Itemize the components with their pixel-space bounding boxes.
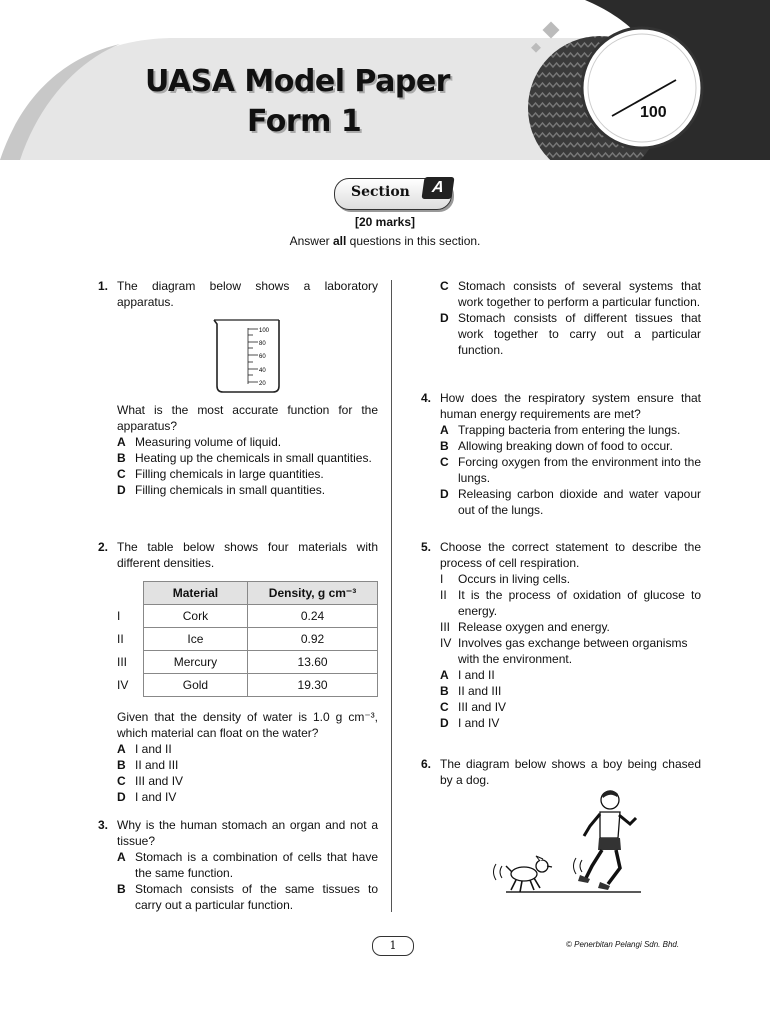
answer-option-d[interactable] xyxy=(421,486,701,518)
option-letter: C xyxy=(117,774,126,788)
section-instructions xyxy=(0,234,770,248)
option-letter: A xyxy=(440,668,449,682)
answer-option-c[interactable] xyxy=(98,466,378,482)
option-text: Filling chemicals in large quantities. xyxy=(135,467,324,481)
statement-iii xyxy=(421,619,701,635)
option-text: II and III xyxy=(135,758,179,772)
option-text: I and II xyxy=(135,742,172,756)
answer-option-a[interactable] xyxy=(98,434,378,450)
question-4 xyxy=(421,390,701,518)
statement-iv xyxy=(421,635,701,667)
option-letter: C xyxy=(440,279,449,293)
column-divider xyxy=(391,280,392,912)
option-letter: C xyxy=(440,455,449,469)
instruction-text: questions in this section. xyxy=(346,234,481,248)
option-text: Stomach consists of several systems that work together to perform a particular function. xyxy=(458,279,701,309)
statement-text: Release oxygen and energy. xyxy=(458,620,610,634)
statement-numeral: I xyxy=(440,572,444,586)
answer-option-a[interactable] xyxy=(421,667,701,683)
question-prompt: Given that the density of water is 1.0 g cm⁻³, which material can float on the water? xyxy=(117,710,378,740)
option-text: Stomach consists of the same tissues to carry out a particular function. xyxy=(135,882,378,912)
option-text: I and II xyxy=(458,668,495,682)
question-number: 2. xyxy=(98,540,109,554)
beaker-tick-label: 20 xyxy=(259,381,266,387)
question-prompt: What is the most accurate function for the apparatus? xyxy=(117,403,378,433)
statement-numeral: II xyxy=(440,588,447,602)
question-number: 3. xyxy=(98,818,109,832)
option-text: Stomach is a combination of cells that have the same function. xyxy=(135,850,378,880)
answer-option-b[interactable] xyxy=(98,881,378,913)
question-stem: The diagram below shows a laboratory apparatus. xyxy=(117,279,378,309)
question-stem: Choose the correct statement to describe the process of cell respiration. xyxy=(440,540,701,570)
option-letter: A xyxy=(117,850,126,864)
option-text: Allowing breaking down of food to occur. xyxy=(458,439,673,453)
answer-option-d[interactable] xyxy=(421,310,701,358)
beaker-diagram xyxy=(98,314,378,396)
table-row xyxy=(117,628,378,651)
material-cell: Mercury xyxy=(143,651,247,674)
material-cell: Gold xyxy=(143,674,247,697)
beaker-tick-label: 100 xyxy=(259,328,270,334)
question-number: 6. xyxy=(421,757,432,771)
question-stem: Why is the human stomach an organ and not a tissue? xyxy=(117,818,378,848)
density-table xyxy=(117,581,378,697)
statement-i xyxy=(421,571,701,587)
beaker-tick-label: 40 xyxy=(259,368,266,374)
table-header: Material xyxy=(143,582,247,605)
option-letter: D xyxy=(440,311,449,325)
table-row xyxy=(117,651,378,674)
option-text: Releasing carbon dioxide and water vapour out of the lungs. xyxy=(458,487,701,517)
answer-option-d[interactable] xyxy=(98,789,378,805)
option-letter: A xyxy=(117,742,126,756)
section-letter: A xyxy=(421,177,454,199)
option-letter: D xyxy=(440,716,449,730)
option-letter: D xyxy=(440,487,449,501)
option-text: Forcing oxygen from the environment into the lungs. xyxy=(458,455,701,485)
score-total: 100 xyxy=(640,104,667,121)
answer-option-b[interactable] xyxy=(98,757,378,773)
option-text: II and III xyxy=(458,684,502,698)
density-cell: 0.24 xyxy=(248,605,378,628)
option-text: Trapping bacteria from entering the lungs. xyxy=(458,423,681,437)
option-text: Stomach consists of different tissues that work together to carry out a particular function. xyxy=(458,311,701,357)
answer-option-c[interactable] xyxy=(98,773,378,789)
option-letter: B xyxy=(117,882,126,896)
density-cell: 13.60 xyxy=(248,651,378,674)
page-number: 1 xyxy=(372,936,414,956)
question-6 xyxy=(421,756,701,788)
statement-text: It is the process of oxidation of glucose to energy. xyxy=(458,588,701,618)
question-3 xyxy=(98,817,378,913)
copyright-notice: © Penerbitan Pelangi Sdn. Bhd. xyxy=(566,940,680,949)
density-cell: 19.30 xyxy=(248,674,378,697)
row-roman: I xyxy=(117,609,121,623)
option-letter: C xyxy=(117,467,126,481)
option-text: Measuring volume of liquid. xyxy=(135,435,282,449)
beaker-tick-label: 80 xyxy=(259,341,266,347)
answer-option-c[interactable] xyxy=(421,454,701,486)
option-text: I and IV xyxy=(458,716,500,730)
option-text: Heating up the chemicals in small quantities. xyxy=(135,451,372,465)
question-3-continued xyxy=(421,278,701,358)
option-text: Filling chemicals in small quantities. xyxy=(135,483,326,497)
option-letter: B xyxy=(117,451,126,465)
table-row xyxy=(117,605,378,628)
statement-text: Involves gas exchange between organisms with the environment. xyxy=(458,636,688,666)
question-2 xyxy=(98,539,378,805)
table-row xyxy=(117,674,378,697)
row-roman: IV xyxy=(117,678,129,692)
instruction-emphasis: all xyxy=(332,234,347,248)
paper-title-line1: UASA Model Paper xyxy=(145,64,450,99)
question-number: 5. xyxy=(421,540,432,554)
material-cell: Cork xyxy=(143,605,247,628)
section-marks: [20 marks] xyxy=(354,215,416,229)
option-text: I and IV xyxy=(135,790,177,804)
question-stem: The diagram below shows a boy being chased by a dog. xyxy=(440,757,701,787)
answer-option-a[interactable] xyxy=(421,422,701,438)
statement-ii xyxy=(421,587,701,619)
table-header: Density, g cm⁻³ xyxy=(248,582,378,605)
answer-option-b[interactable] xyxy=(421,438,701,454)
option-letter: C xyxy=(440,700,449,714)
option-letter: A xyxy=(117,435,126,449)
answer-option-c[interactable] xyxy=(421,278,701,310)
boy-chased-by-dog-illustration xyxy=(486,786,646,906)
question-number: 1. xyxy=(98,279,109,293)
answer-option-c[interactable] xyxy=(421,699,701,715)
question-stem: The table below shows four materials with different densities. xyxy=(117,540,378,570)
option-text: III and IV xyxy=(458,700,507,714)
option-letter: B xyxy=(440,684,449,698)
beaker-tick-label: 60 xyxy=(259,354,266,360)
question-1 xyxy=(98,278,378,498)
option-text: III and IV xyxy=(135,774,184,788)
statement-numeral: IV xyxy=(440,636,452,650)
answer-option-a[interactable] xyxy=(98,741,378,757)
statement-numeral: III xyxy=(440,620,451,634)
answer-option-d[interactable] xyxy=(98,482,378,498)
answer-option-b[interactable] xyxy=(98,450,378,466)
question-stem: How does the respiratory system ensure that human energy requirements are met? xyxy=(440,391,701,421)
section-label: Section xyxy=(351,184,410,200)
row-roman: III xyxy=(117,655,128,669)
section-badge xyxy=(334,178,452,210)
density-cell: 0.92 xyxy=(248,628,378,651)
instruction-text: Answer xyxy=(289,234,333,248)
question-5 xyxy=(421,539,701,731)
option-letter: D xyxy=(117,790,126,804)
answer-option-b[interactable] xyxy=(421,683,701,699)
answer-option-a[interactable] xyxy=(98,849,378,881)
statement-text: Occurs in living cells. xyxy=(458,572,571,586)
option-letter: B xyxy=(117,758,126,772)
option-letter: D xyxy=(117,483,126,497)
answer-option-d[interactable] xyxy=(421,715,701,731)
option-letter: B xyxy=(440,439,449,453)
option-letter: A xyxy=(440,423,449,437)
material-cell: Ice xyxy=(143,628,247,651)
row-roman: II xyxy=(117,632,124,646)
question-number: 4. xyxy=(421,391,432,405)
paper-title-line2: Form 1 xyxy=(247,104,362,139)
